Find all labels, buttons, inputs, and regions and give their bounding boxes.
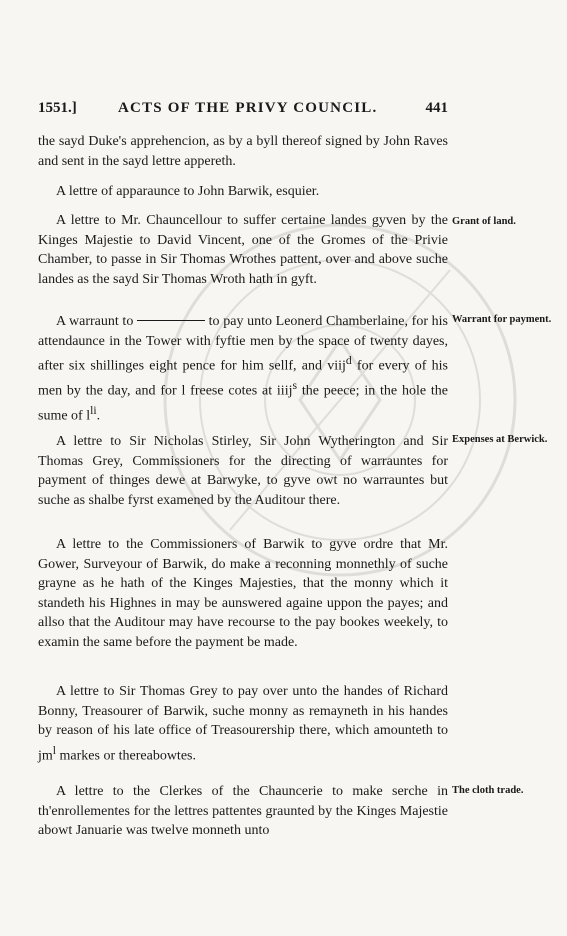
- text-segment: for every of his men by the day, and for l freese cotes at iiij: [38, 358, 449, 399]
- paragraph-text: [38, 682, 448, 766]
- paragraph-text: A lettre to Sir Nicholas Stirley, Sir John Wytherington and Sir Thomas Grey, Commissioners for the directing of warrauntes for payment of thinges dewe at Barwyke, to gyve owt no warrauntes but suche as shalbe fyrst examened by the Auditour there.: [38, 434, 448, 508]
- superscript: li: [90, 404, 97, 418]
- margin-note-cloth: The cloth trade.: [452, 785, 524, 796]
- blank-line: [137, 320, 205, 321]
- margin-note-expenses: Expenses at Berwick.: [452, 434, 548, 445]
- paragraph-text: A lettre to the Commissioners of Barwik to gyve ordre that Mr. Gower, Surveyour of Barwik, do make a reconning monnethly of suche grayne as he hath of the Kinges Majesties, that the monny which it standeth his Highnes in may be aunswered againe uppon the payes; and allso that the Auditour may have recourse to the pay bookes weekely, to examin the same before the payment be made.: [38, 537, 448, 650]
- header-title: ACTS OF THE PRIVY COUNCIL.: [118, 100, 378, 116]
- paragraph-1: [38, 132, 448, 171]
- paragraph-text: A lettre to Mr. Chauncellour to suffer certaine landes gyven by the Kinges Majestie to David Vincent, one of the Gromes of the Privie Chamber, to passe in Sir Thomas Wrothes pattent, over and above suche landes as the sayd Sir Thomas Wroth hath in gyft.: [38, 213, 448, 287]
- paragraph-text: A lettre to the Clerkes of the Chauncerie to make serche in th'enrollementes for the lettres pattentes graunted by the Kinges Majestie abowt Januarie was twelve monneth unto: [38, 784, 448, 838]
- text-segment: the peece; in the hole the sume of l: [38, 383, 448, 424]
- running-header: [38, 100, 448, 126]
- text-segment: to pay unto Leonerd Chamberlaine, for his attendaunce in the Tower with fyftie men by the space of twenty dayes, after six shillinges eight pence for him sellf, and viij: [38, 314, 449, 374]
- paragraph-2: [38, 182, 448, 202]
- text-segment: A lettre to Sir Thomas Grey to pay over unto the handes of Richard Bonny, Treasourer of Barwik, suche monny as remayneth in his handes by reason of his late office of Treasourership there, which amounteth to jm: [38, 684, 448, 764]
- margin-note-grant: Grant of land.: [452, 216, 516, 227]
- paragraph-text: [38, 312, 448, 426]
- paragraph-4: [38, 312, 448, 426]
- paragraph-8: [38, 782, 448, 841]
- text-segment: .: [96, 408, 101, 424]
- text-segment: A warraunt to: [56, 314, 134, 329]
- paragraph-text: the sayd Duke's apprehencion, as by a byll thereof signed by John Raves and sent in the sayd lettre appereth.: [38, 134, 448, 169]
- paragraph-7: [38, 682, 448, 766]
- paragraph-6: [38, 535, 448, 652]
- superscript: d: [345, 354, 352, 367]
- margin-note-warrant: Warrant for payment.: [452, 314, 552, 325]
- superscript: s: [292, 379, 298, 393]
- paragraph-text: A lettre of apparaunce to John Barwik, esquier.: [56, 184, 320, 199]
- text-segment: markes or thereabowtes.: [56, 748, 196, 764]
- paragraph-3: [38, 211, 448, 289]
- header-year: 1551.]: [38, 100, 77, 116]
- superscript: l: [52, 743, 57, 757]
- paragraph-5: [38, 432, 448, 510]
- page-number: 441: [425, 100, 448, 116]
